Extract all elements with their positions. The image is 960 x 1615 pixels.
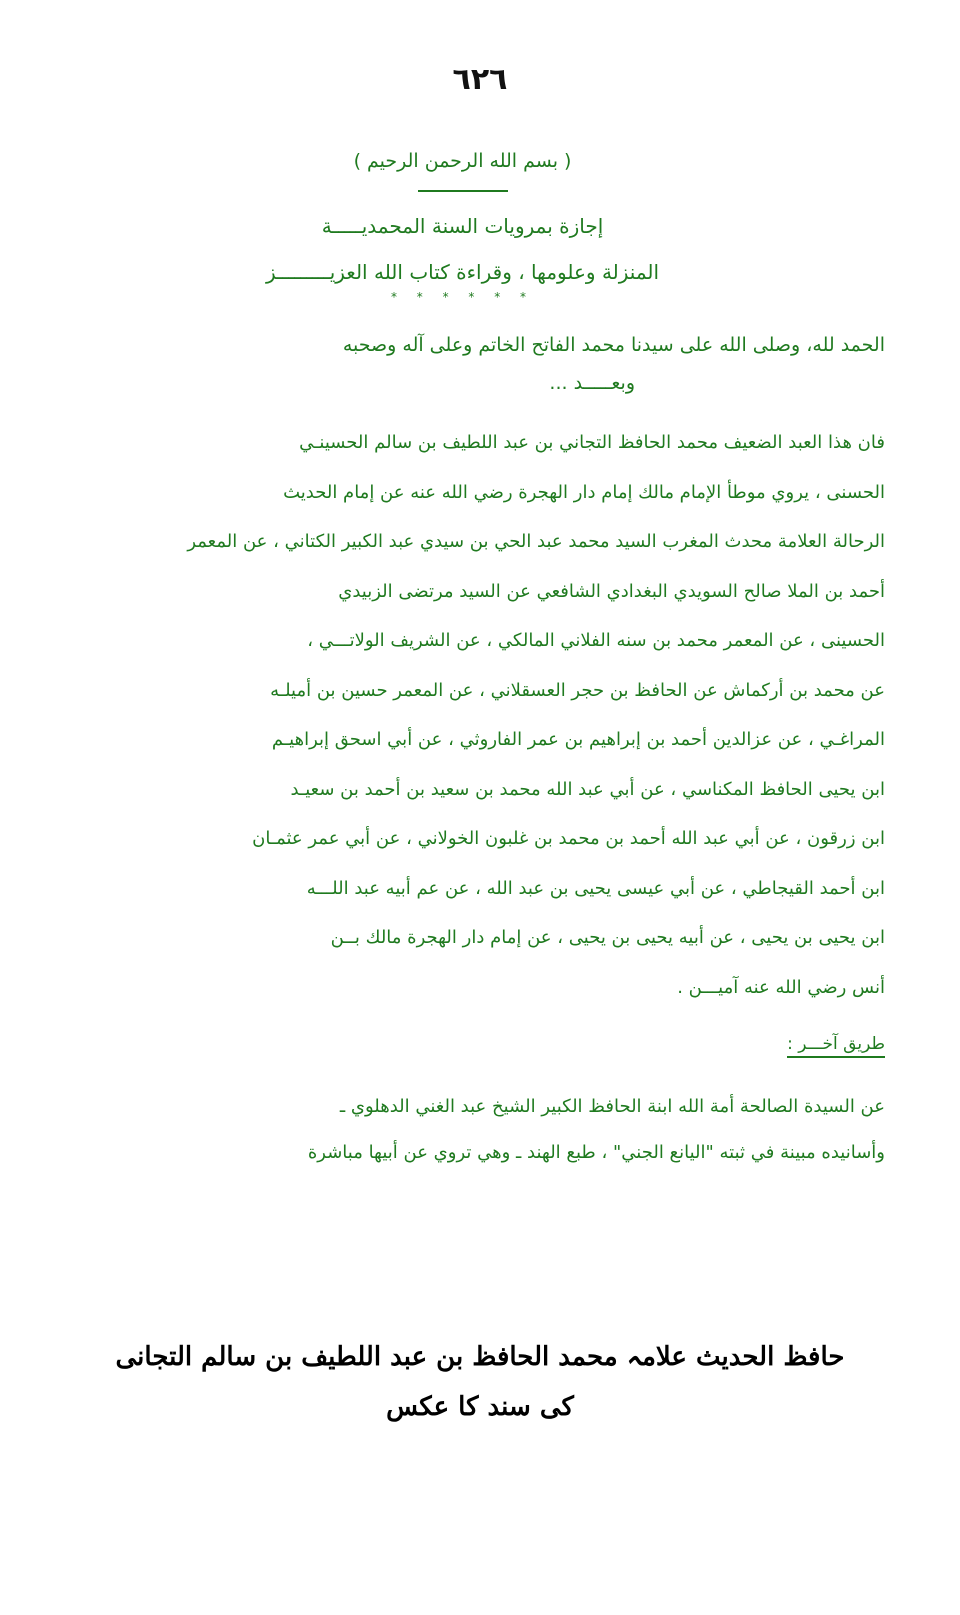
document-title: إجازة بمرويات السنة المحمديـــــة bbox=[321, 214, 604, 238]
text-line: الرحالة العلامة محدث المغرب السيد محمد عبد الحي بن سيدي عبد الكبير الكتاني ، عن المعمر bbox=[187, 531, 885, 552]
intro-continuation: وبعـــــد ... bbox=[549, 372, 635, 394]
caption-line-2: کی سند کا عکس bbox=[386, 1392, 574, 1422]
document-subtitle: المنزلة وعلومها ، وقراءة كتاب الله العزيـــــــــز bbox=[265, 260, 660, 284]
text-line: الحسنى ، يروي موطأ الإمام مالك إمام دار الهجرة رضي الله عنه عن إمام الحديث bbox=[283, 481, 885, 503]
divider-rule bbox=[418, 190, 508, 192]
subheading-text: طريق آخـــر : bbox=[787, 1034, 885, 1058]
page-number: ٦٢٦ bbox=[452, 62, 508, 97]
text-line: وأسانيده مبينة في ثبته "اليانع الجني" ، طبع الهند ـ وهي تروي عن أبيها مباشرة bbox=[307, 1142, 885, 1163]
ijaza-document bbox=[40, 150, 885, 1176]
section-subheading bbox=[40, 1034, 885, 1054]
text-line: أحمد بن الملا صالح السويدي البغدادي الشافعي عن السيد مرتضى الزبيدي bbox=[338, 580, 885, 602]
urdu-caption bbox=[0, 1335, 960, 1429]
text-line: المراغـي ، عن عزالدين أحمد بن إبراهيم بن عمر الفاروثي ، عن أبي اسحق إبراهيـم bbox=[271, 729, 885, 750]
intro-line: الحمد لله، وصلى الله على سيدنا محمد الفاتح الخاتم وعلى آله وصحبه bbox=[342, 334, 885, 356]
second-chain bbox=[40, 1084, 885, 1176]
text-line: أنس رضي الله عنه آميـــن . bbox=[677, 976, 885, 998]
star-divider: * * * * * * bbox=[390, 290, 535, 304]
text-line: ابن يحيى بن يحيى ، عن أبيه يحيى بن يحيى ، عن إمام دار الهجرة مالك بــن bbox=[330, 927, 885, 948]
basmala: ( بسم الله الرحمن الرحيم ) bbox=[353, 150, 572, 172]
text-line: عن محمد بن أركماش عن الحافظ بن حجر العسقلاني ، عن المعمر حسين بن أميلـه bbox=[270, 679, 885, 701]
caption-line-1: حافظ الحدیث علامہ محمد الحافظ بن عبد اللطیف بن سالم التجانی bbox=[115, 1342, 845, 1372]
text-line: عن السيدة الصالحة أمة الله ابنة الحافظ الكبير الشيخ عبد الغني الدهلوي ـ bbox=[339, 1096, 885, 1117]
text-line: الحسينى ، عن المعمر محمد بن سنه الفلاني المالكي ، عن الشريف الولاتـــي ، bbox=[307, 630, 885, 651]
text-line: ابن زرقون ، عن أبي عبد الله أحمد بن محمد بن غلبون الخولاني ، عن أبي عمر عثمـان bbox=[252, 828, 885, 849]
text-line: ابن يحيى الحافظ المكناسي ، عن أبي عبد الله محمد بن سعيد بن أحمد بن سعيـد bbox=[290, 778, 885, 800]
text-line: ابن أحمد القيجاطي ، عن أبي عيسى يحيى بن عبد الله ، عن عم أبيه عبد اللـــه bbox=[306, 877, 885, 899]
text-line: فان هذا العبد الضعيف محمد الحافظ التجاني بن عبد اللطيف بن سالم الحسينـي bbox=[299, 432, 885, 453]
chain-of-narration bbox=[40, 418, 885, 1012]
